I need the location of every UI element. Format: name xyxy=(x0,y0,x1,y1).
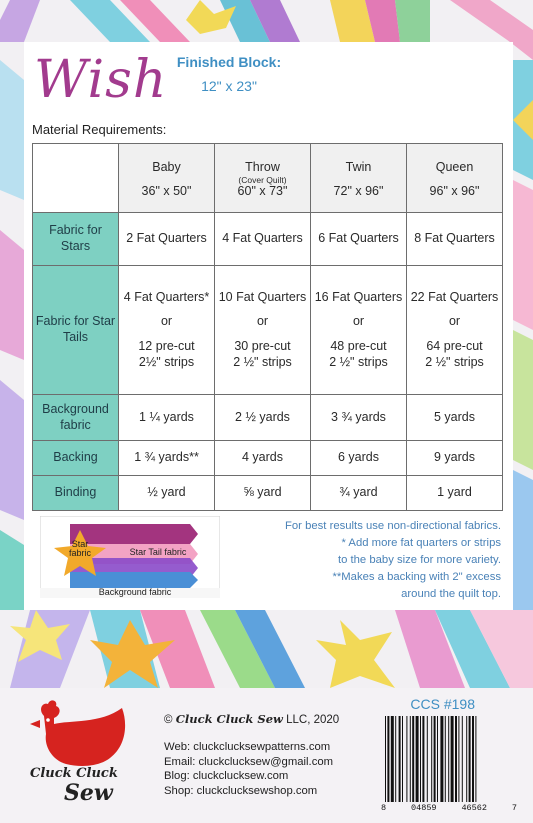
row-header-background: Background fabric xyxy=(33,395,119,441)
or-text: or xyxy=(448,314,461,329)
pattern-code: CCS #198 xyxy=(410,696,475,712)
barcode-bar xyxy=(422,716,424,802)
precut-size: 2 ½" strips xyxy=(425,354,484,369)
logo-text-sew: Sew xyxy=(64,780,113,806)
barcode-bar xyxy=(427,716,428,802)
note-line: **Makes a backing with 2" excess xyxy=(332,570,501,583)
column-name: Twin xyxy=(345,160,372,175)
barcode-bar xyxy=(472,716,474,802)
barcode-bar xyxy=(406,716,407,802)
table-row-star-tails xyxy=(33,266,503,395)
precut-amount: 12 pre-cut xyxy=(138,339,195,353)
barcode-bar xyxy=(416,716,419,802)
copyright-symbol: © xyxy=(164,714,173,726)
material-requirements-table xyxy=(32,143,503,511)
precut-amount: 64 pre-cut xyxy=(426,339,483,353)
barcode-bar xyxy=(412,716,414,802)
row-header-stars: Fabric for Stars xyxy=(33,213,119,266)
row-header-backing: Backing xyxy=(33,441,119,476)
barcode-bar xyxy=(462,716,463,802)
barcode-bar xyxy=(451,716,454,802)
table-cell: 6 Fat Quarters xyxy=(311,213,407,266)
contact-web: Web: cluckclucksewpatterns.com xyxy=(164,741,331,753)
barcode-bar xyxy=(475,716,476,802)
barcode-digit-group: 7 xyxy=(511,803,517,813)
barcode-bar xyxy=(395,716,396,802)
barcode-bar xyxy=(391,716,394,802)
table-cell xyxy=(407,266,503,395)
precut-size: 2½" strips xyxy=(138,354,195,369)
barcode-bar xyxy=(440,716,443,802)
copyright-year: LLC, 2020 xyxy=(286,714,340,726)
precut-size: 2 ½" strips xyxy=(233,354,292,369)
pattern-footer xyxy=(0,688,533,823)
barcode-bar xyxy=(437,716,438,802)
column-size: 72" x 96" xyxy=(333,184,384,198)
column-size: 96" x 96" xyxy=(429,184,480,198)
or-text: or xyxy=(352,314,365,329)
logo-text-cluck: Cluck Cluck xyxy=(30,766,118,781)
material-requirements-heading: Material Requirements: xyxy=(32,122,167,137)
note-line: to the baby size for more variety. xyxy=(337,553,501,566)
barcode-bar xyxy=(431,716,432,802)
contact-email: Email: cluckclucksew@gmail.com xyxy=(164,755,334,768)
column-size: 60" x 73" xyxy=(237,184,288,199)
table-cell: 1 ¾ yards** xyxy=(119,441,215,476)
diagram-tail-label: Star Tail fabric xyxy=(129,547,187,557)
table-cell: ⅝ yard xyxy=(215,476,311,511)
copyright-brand: Cluck Cluck Sew xyxy=(175,712,283,726)
table-cell: ½ yard xyxy=(119,476,215,511)
barcode-bar xyxy=(410,716,411,802)
barcode-digits xyxy=(381,803,517,813)
table-cell: 4 Fat Quarters xyxy=(215,213,311,266)
row-header-binding: Binding xyxy=(33,476,119,511)
barcode-bar xyxy=(399,716,401,802)
table-cell xyxy=(119,266,215,395)
column-header-baby xyxy=(119,144,215,213)
barcode-icon xyxy=(383,716,513,806)
barcode-bar xyxy=(387,716,389,802)
pattern-notes xyxy=(231,518,501,603)
column-header-throw xyxy=(215,144,311,213)
table-row-background xyxy=(33,395,503,441)
table-cell: 1 ¼ yards xyxy=(119,395,215,441)
table-cell: 3 ¾ yards xyxy=(311,395,407,441)
diagram-background-label: Background fabric xyxy=(98,587,172,597)
precut-size: 2 ½" strips xyxy=(329,354,388,369)
column-subtitle: (Cover Quilt) xyxy=(238,174,287,185)
table-row-stars xyxy=(33,213,503,266)
precut-amount: 48 pre-cut xyxy=(330,339,387,353)
pattern-title: Wish xyxy=(34,50,168,110)
fat-quarter-amount: 22 Fat Quarters xyxy=(410,289,499,304)
barcode-bar xyxy=(402,716,403,802)
table-cell: 8 Fat Quarters xyxy=(407,213,503,266)
barcode-bar xyxy=(469,716,471,802)
table-cell: 4 yards xyxy=(215,441,311,476)
or-text: or xyxy=(160,314,173,329)
contact-blog: Blog: cluckclucksew.com xyxy=(164,770,289,782)
table-cell xyxy=(311,266,407,395)
column-size: 36" x 50" xyxy=(141,184,192,198)
column-name: Baby xyxy=(152,160,181,175)
contact-info xyxy=(164,740,333,798)
table-cell: 5 yards xyxy=(407,395,503,441)
row-header-star-tails: Fabric for Star Tails xyxy=(33,266,119,395)
fat-quarter-amount: 4 Fat Quarters* xyxy=(123,289,210,304)
barcode-bar xyxy=(445,716,446,802)
table-cell: ¾ yard xyxy=(311,476,407,511)
barcode-digit-group: 04859 xyxy=(411,803,437,813)
barcode-bar xyxy=(458,716,459,802)
barcode-digit-group: 46562 xyxy=(461,803,487,813)
barcode-bar xyxy=(448,716,449,802)
barcode-digit-group: 8 xyxy=(381,803,387,813)
table-cell: 1 yard xyxy=(407,476,503,511)
block-diagram xyxy=(40,516,220,598)
pattern-card xyxy=(24,42,513,610)
barcode-bar xyxy=(420,716,421,802)
or-text: or xyxy=(256,314,269,329)
precut-amount: 30 pre-cut xyxy=(234,339,291,353)
note-line: around the quilt top. xyxy=(401,587,501,600)
table-cell: 2 ½ yards xyxy=(215,395,311,441)
table-cell xyxy=(215,266,311,395)
barcode-bar xyxy=(466,716,467,802)
table-cell: 6 yards xyxy=(311,441,407,476)
contact-shop: Shop: cluckclucksewshop.com xyxy=(164,784,318,797)
table-row-backing xyxy=(33,441,503,476)
column-name: Throw xyxy=(245,160,280,175)
finished-block-size: 12" x 23" xyxy=(201,78,257,94)
column-header-queen xyxy=(407,144,503,213)
table-header-row xyxy=(33,144,503,213)
column-header-twin xyxy=(311,144,407,213)
fat-quarter-amount: 16 Fat Quarters xyxy=(314,289,403,304)
note-line: For best results use non-directional fabrics. xyxy=(285,520,501,532)
finished-block-label: Finished Block: xyxy=(176,54,282,70)
barcode-bar xyxy=(434,716,436,802)
table-cell: 9 yards xyxy=(407,441,503,476)
barcode-bar xyxy=(385,716,386,802)
diagram-star-label: Star fabric xyxy=(68,539,91,559)
table-cell: 2 Fat Quarters xyxy=(119,213,215,266)
fat-quarter-amount: 10 Fat Quarters xyxy=(218,289,307,304)
column-name: Queen xyxy=(435,160,474,175)
barcode-bar xyxy=(455,716,457,802)
note-line: * Add more fat quarters or strips xyxy=(341,536,501,549)
table-corner-cell xyxy=(33,144,119,213)
copyright-line xyxy=(164,712,339,726)
table-row-binding xyxy=(33,476,503,511)
